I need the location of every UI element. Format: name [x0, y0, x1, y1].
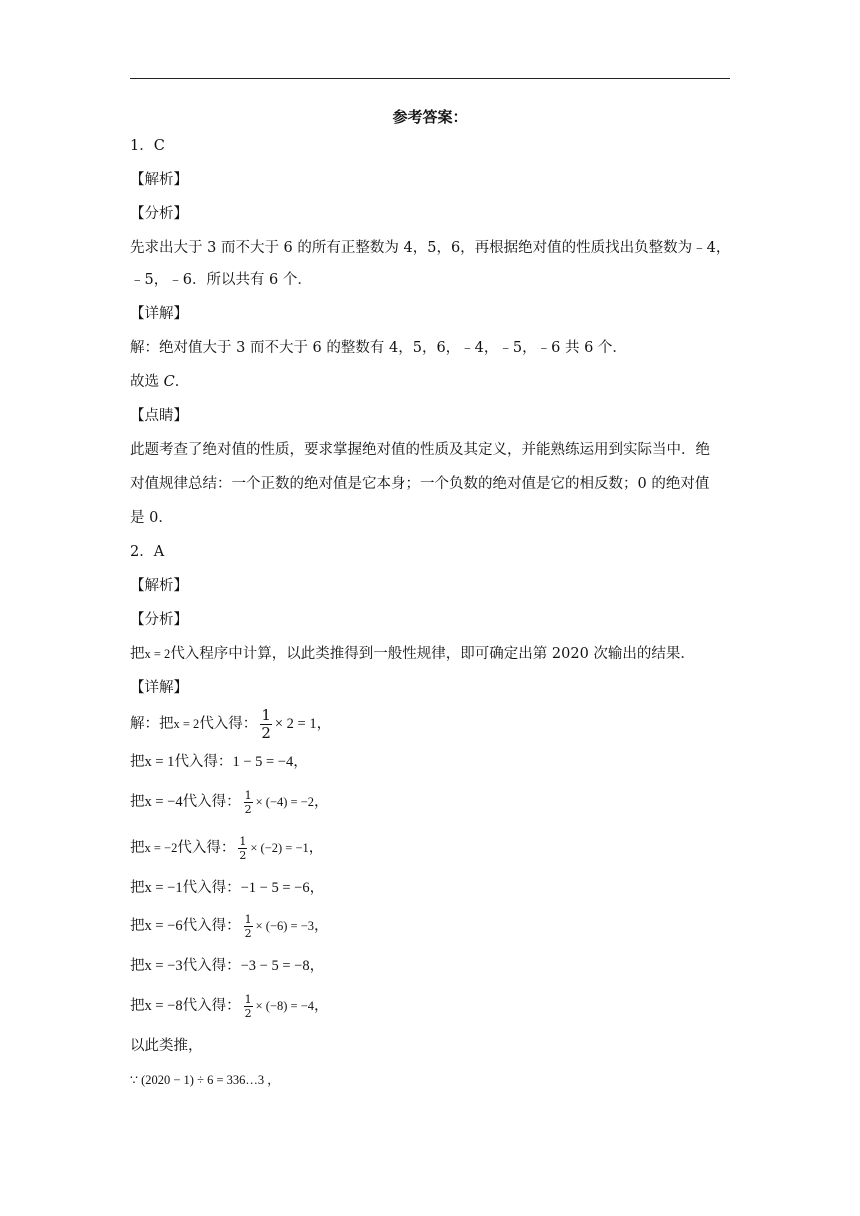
step-end: ， [309, 958, 325, 974]
q2-analysis-suffix: 代入程序中计算，以此类推得到一般性规律，即可确定出第 2020 次输出的结果． [170, 646, 695, 662]
step-x-value: x = −2 [144, 841, 178, 855]
step-end: ， [314, 998, 329, 1014]
q1-xiangjie-heading: 【详解】 [130, 306, 188, 322]
q1-choose-suffix: ． [174, 374, 190, 390]
step-x-value: x = −1 [144, 880, 183, 896]
q2-analysis-prefix: 把 [130, 646, 145, 662]
fraction [244, 914, 253, 939]
step-mid: 代入得： [177, 840, 236, 856]
step-expression: −3 − 5 = −8 [240, 958, 310, 974]
step-end: ， [309, 880, 325, 896]
fraction-denominator: 2 [244, 926, 252, 940]
step-x-value: x = −8 [144, 998, 183, 1014]
step-expression: 1 − 5 = −4 [232, 754, 294, 770]
page-title: 参考答案： [392, 108, 468, 126]
q2-xiangjie-heading: 【详解】 [130, 680, 188, 696]
q1-comment-line2: 对值规律总结：一个正数的绝对值是它本身；一个负数的绝对值是它的相反数；0 的绝对值 [130, 476, 710, 492]
q1-detail: 解：绝对值大于 3 而不大于 6 的整数有 4，5，6，﹣4，﹣5，﹣6 共 6 个． [130, 340, 627, 356]
fraction-numerator: 1 [239, 834, 247, 848]
step-mid: 代入得： [182, 958, 241, 974]
step-prefix: 解：把 [130, 716, 174, 732]
step-prefix: 把 [130, 918, 145, 934]
fraction-denominator: 2 [239, 848, 247, 862]
q1-dianjing-heading: 【点睛】 [130, 408, 188, 424]
fraction-numerator: 1 [261, 705, 271, 724]
step-x-value: x = −6 [144, 918, 183, 934]
q2-step-7 [130, 956, 324, 976]
step-x-value: x = 1 [144, 754, 175, 770]
step-end: ， [314, 794, 329, 810]
step-end: ， [314, 918, 329, 934]
step-mid: 代入得： [182, 918, 241, 934]
step-expression: −1 − 5 = −6 [240, 880, 310, 896]
q2-jiexi-heading: 【解析】 [130, 578, 188, 594]
q1-choose [130, 372, 189, 392]
q1-analysis-line1: 先求出大于 3 而不大于 6 的所有正整数为 4，5，6，再根据绝对值的性质找出负整数为﹣4， [130, 240, 731, 256]
q2-step-2 [130, 752, 308, 772]
q1-comment-line1: 此题考查了绝对值的性质，要求掌握绝对值的性质及其定义，并能熟练运用到实际当中．绝 [130, 442, 710, 458]
q2-analysis-math: x = 2 [144, 647, 171, 661]
step-end: ， [316, 716, 332, 732]
q1-choose-prefix: 故选 [130, 374, 164, 390]
step-mid: 代入得： [174, 754, 233, 770]
q1-choose-letter: C [163, 374, 175, 390]
step-prefix: 把 [130, 794, 145, 810]
step-x-value: x = −4 [144, 794, 183, 810]
fraction-numerator: 1 [244, 992, 252, 1006]
q1-jiexi-heading: 【解析】 [130, 172, 188, 188]
fraction [260, 705, 272, 742]
step-expression: × (−2) = −1 [250, 841, 309, 855]
q1-fenxi-heading: 【分析】 [130, 206, 188, 222]
fraction [244, 994, 253, 1019]
q2-step-6 [130, 910, 329, 942]
step-mid: 代入得： [199, 716, 258, 732]
q2-analogy: 以此类推， [130, 1038, 203, 1054]
step-prefix: 把 [130, 998, 145, 1014]
q1-comment-line3: 是 0． [130, 510, 173, 526]
step-mid: 代入得： [182, 880, 241, 896]
fraction-denominator: 2 [244, 1006, 252, 1020]
fraction-denominator: 2 [244, 802, 252, 816]
step-end: ， [293, 754, 308, 770]
step-prefix: 把 [130, 880, 145, 896]
step-x-value: x = −3 [144, 958, 183, 974]
q2-step-4 [130, 832, 323, 864]
q2-because: ∵ (2020 − 1) ÷ 6 = 336…3 ， [130, 1073, 280, 1087]
step-end: ， [308, 840, 324, 856]
step-prefix: 把 [130, 754, 145, 770]
fraction-numerator: 1 [244, 788, 252, 802]
q2-step-5 [130, 878, 324, 898]
step-expression: × (−4) = −2 [255, 795, 315, 809]
fraction-denominator: 2 [261, 723, 271, 742]
fraction-numerator: 1 [244, 912, 252, 926]
step-expression: × 2 = 1 [274, 716, 317, 732]
q2-step-3 [130, 786, 329, 818]
fraction [244, 790, 253, 815]
step-prefix: 把 [130, 958, 145, 974]
header-rule [130, 78, 730, 79]
step-expression: × (−6) = −3 [255, 919, 315, 933]
step-prefix: 把 [130, 840, 145, 856]
step-x-value: x = 2 [173, 717, 200, 731]
step-mid: 代入得： [182, 998, 241, 1014]
q1-answer: 1．C [130, 138, 165, 154]
q1-analysis-line2: ﹣5，﹣6．所以共有 6 个． [130, 272, 312, 288]
q2-step-8 [130, 990, 329, 1022]
q2-answer: 2．A [130, 544, 165, 560]
q2-step-1 [130, 705, 332, 742]
step-mid: 代入得： [182, 794, 241, 810]
q2-analysis [130, 644, 695, 664]
step-expression: × (−8) = −4 [255, 999, 315, 1013]
q2-fenxi-heading: 【分析】 [130, 612, 188, 628]
fraction [238, 836, 247, 861]
